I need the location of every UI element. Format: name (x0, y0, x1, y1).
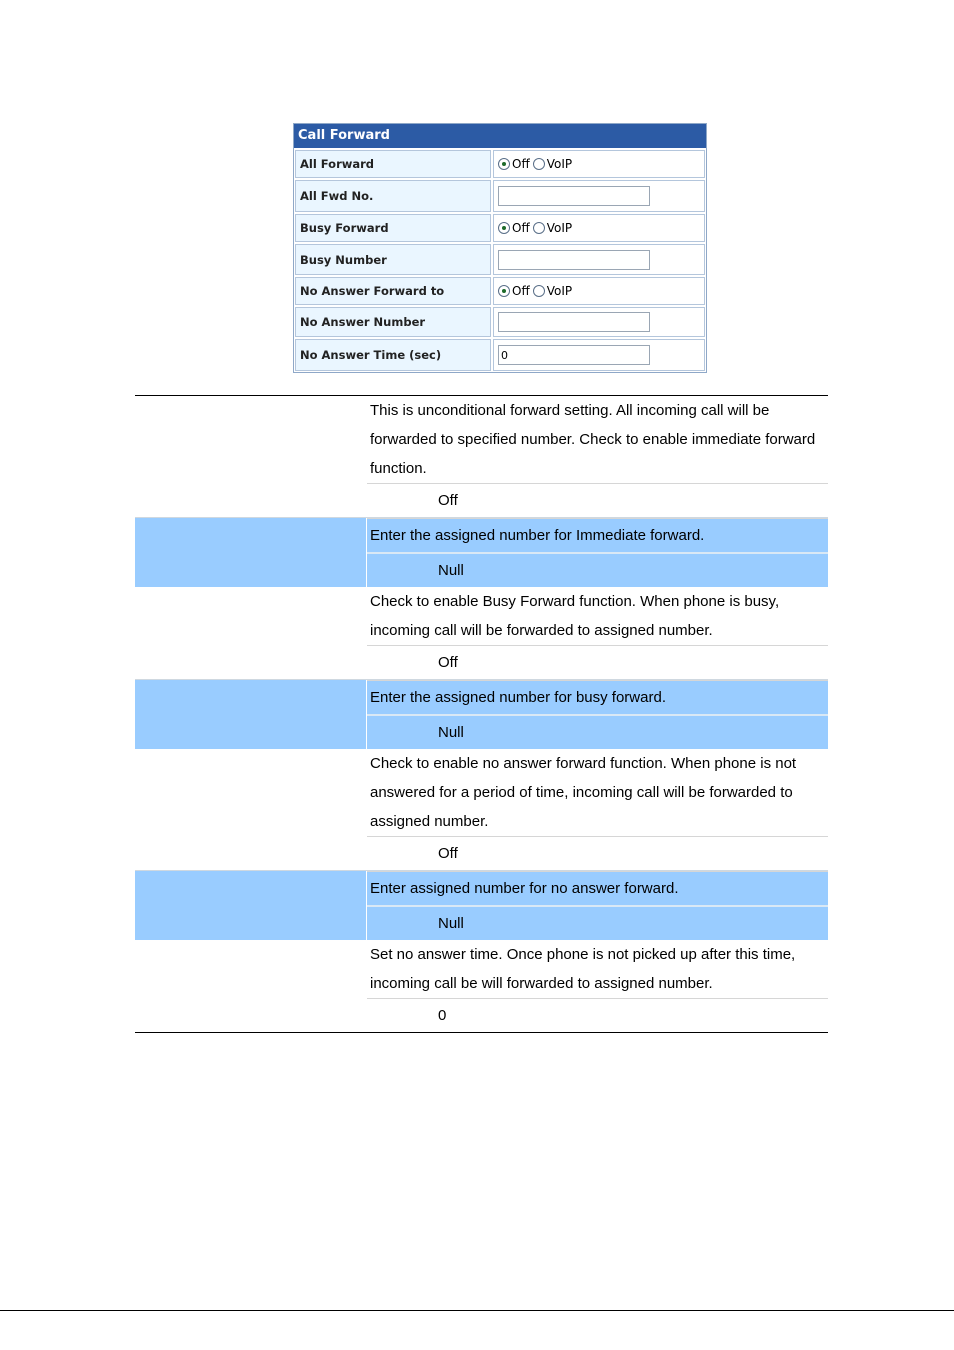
description-text: Check to enable no answer forward function. When phone is not answered for a period of time, incoming call will be forwarded to assigned number. (370, 755, 797, 830)
page-footer-rule (0, 1310, 954, 1311)
item-name-cell (135, 940, 366, 1032)
default-value: Null (367, 552, 828, 587)
description-group-busy-number (135, 679, 828, 749)
no-answer-time-input[interactable] (498, 345, 650, 365)
all-forward-voip-radio[interactable] (533, 158, 545, 170)
no-answer-time-cell (493, 339, 705, 371)
busy-number-cell (493, 244, 705, 275)
setting-label: No Answer Forward to (295, 277, 491, 305)
default-value: Off (367, 836, 828, 870)
radio-label: VoIP (546, 284, 573, 298)
panel-title: Call Forward (294, 124, 706, 148)
description-group-busy-forward (135, 587, 828, 679)
description-cells (367, 940, 828, 1032)
setting-label: Busy Number (295, 244, 491, 275)
settings-row-no-answer-time (294, 339, 706, 371)
description-text: Check to enable Busy Forward function. When phone is busy, incoming call will be forwarded to assigned number. (370, 593, 780, 639)
settings-row-all-forward (294, 150, 706, 178)
description-text: Enter the assigned number for Immediate forward. (367, 518, 828, 552)
all-forward-off-radio[interactable] (498, 158, 510, 170)
setting-label: Busy Forward (295, 214, 491, 242)
settings-row-all-fwd-no (294, 180, 706, 212)
no-answer-forward-voip-radio[interactable] (533, 285, 545, 297)
item-name-cell (135, 749, 366, 870)
radio-label: Off (512, 157, 530, 171)
radio-label: VoIP (546, 157, 573, 171)
settings-row-busy-number (294, 244, 706, 275)
busy-forward-voip-radio[interactable] (533, 222, 545, 234)
description-cells (367, 871, 828, 940)
description-cells (367, 587, 828, 679)
call-forward-panel (293, 123, 707, 373)
all-fwd-no-input[interactable] (498, 186, 650, 206)
description-cells (367, 518, 828, 587)
setting-label: No Answer Number (295, 307, 491, 337)
description-table (135, 395, 828, 1033)
setting-label: All Forward (295, 150, 491, 178)
all-fwd-no-cell (493, 180, 705, 212)
item-name-cell (135, 396, 366, 517)
default-value: 0 (367, 998, 828, 1032)
setting-label: All Fwd No. (295, 180, 491, 212)
description-text: Enter the assigned number for busy forward. (367, 680, 828, 714)
busy-forward-radio-group (493, 214, 705, 242)
description-cells (367, 680, 828, 749)
settings-row-no-answer-number (294, 307, 706, 337)
radio-label: Off (512, 284, 530, 298)
description-group-no-answer-number (135, 870, 828, 940)
default-value: Off (367, 645, 828, 679)
default-value: Off (367, 483, 828, 517)
radio-label: Off (512, 221, 530, 235)
description-group-no-answer-time (135, 940, 828, 1032)
no-answer-forward-off-radio[interactable] (498, 285, 510, 297)
description-text: Set no answer time. Once phone is not picked up after this time, incoming call be will forwarded to assigned number. (370, 946, 796, 992)
default-value: Null (367, 905, 828, 940)
setting-label: No Answer Time (sec) (295, 339, 491, 371)
all-forward-radio-group (493, 150, 705, 178)
item-name-cell (135, 518, 366, 587)
settings-row-busy-forward (294, 214, 706, 242)
item-name-cell (135, 587, 366, 679)
description-group-no-answer-forward (135, 749, 828, 870)
description-cells (367, 396, 828, 517)
description-group-all-fwd-no (135, 517, 828, 587)
no-answer-number-cell (493, 307, 705, 337)
item-name-cell (135, 680, 366, 749)
busy-forward-off-radio[interactable] (498, 222, 510, 234)
item-name-cell (135, 871, 366, 940)
description-text: Enter assigned number for no answer forward. (367, 871, 828, 905)
default-value: Null (367, 714, 828, 749)
description-group-all-forward (135, 396, 828, 517)
radio-label: VoIP (546, 221, 573, 235)
busy-number-input[interactable] (498, 250, 650, 270)
description-cells (367, 749, 828, 870)
description-text: This is unconditional forward setting. All incoming call will be forwarded to specified number. Check to enable immediate forward function. (370, 402, 816, 477)
settings-row-no-answer-forward (294, 277, 706, 305)
no-answer-forward-radio-group (493, 277, 705, 305)
no-answer-number-input[interactable] (498, 312, 650, 332)
